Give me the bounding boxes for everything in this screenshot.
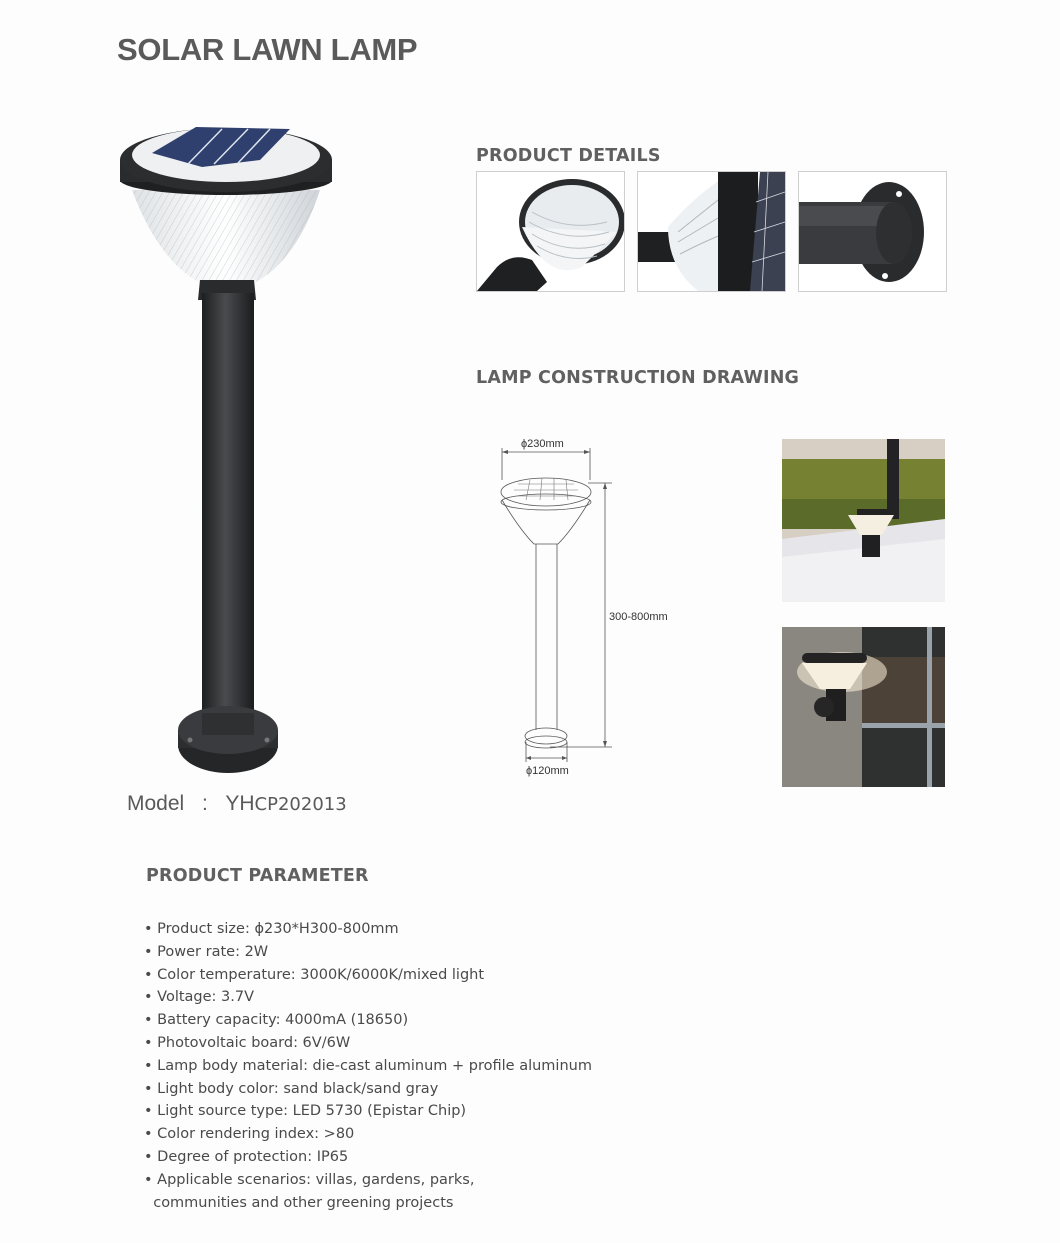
param-scenarios-continued: communities and other greening projects bbox=[153, 1194, 454, 1211]
height-range-label: 300-800mm bbox=[609, 611, 668, 623]
model-label: Model bbox=[127, 792, 185, 815]
param-color-temperature: • Color temperature: 3000K/6000K/mixed light bbox=[144, 964, 592, 987]
param-product-size: • Product size: ϕ230*H300-800mm bbox=[144, 918, 592, 941]
construction-drawing bbox=[480, 420, 700, 790]
lamp-shade-closeup-image bbox=[477, 172, 624, 291]
param-voltage: • Voltage: 3.7V bbox=[144, 986, 592, 1009]
base-flange-closeup-image bbox=[799, 172, 946, 291]
solar-lawn-lamp-illustration bbox=[110, 115, 340, 785]
lamp-dimension-drawing bbox=[480, 420, 700, 790]
base-diameter-label: ϕ120mm bbox=[526, 765, 569, 777]
wall-mounted-scene-image bbox=[782, 627, 945, 787]
construction-drawing-title: LAMP CONSTRUCTION DRAWING bbox=[476, 368, 800, 388]
model-prefix: YH bbox=[225, 792, 255, 815]
parameter-list bbox=[144, 918, 592, 1214]
model-separator: : bbox=[202, 792, 208, 815]
scene-image-wall bbox=[782, 627, 945, 787]
param-light-source: • Light source type: LED 5730 (Epistar Chip) bbox=[144, 1100, 592, 1123]
param-cri: • Color rendering index: >80 bbox=[144, 1123, 592, 1146]
param-body-color: • Light body color: sand black/sand gray bbox=[144, 1078, 592, 1101]
model-number: CP202013 bbox=[254, 794, 347, 815]
solar-panel-edge-closeup-image bbox=[638, 172, 785, 291]
product-details-title: PRODUCT DETAILS bbox=[476, 146, 661, 166]
param-scenarios: • Applicable scenarios: villas, gardens, parks, bbox=[144, 1169, 592, 1192]
product-parameter-title: PRODUCT PARAMETER bbox=[146, 866, 369, 886]
detail-image-base bbox=[798, 171, 947, 292]
page-title: SOLAR LAWN LAMP bbox=[117, 32, 418, 67]
param-battery-capacity: • Battery capacity: 4000mA (18650) bbox=[144, 1009, 592, 1032]
garden-wall-scene-image bbox=[782, 439, 945, 602]
scene-image-garden bbox=[782, 439, 945, 602]
hero-product-image bbox=[110, 115, 340, 785]
param-photovoltaic-board: • Photovoltaic board: 6V/6W bbox=[144, 1032, 592, 1055]
model-line bbox=[127, 792, 347, 816]
param-power-rate: • Power rate: 2W bbox=[144, 941, 592, 964]
param-protection: • Degree of protection: IP65 bbox=[144, 1146, 592, 1169]
param-body-material: • Lamp body material: die-cast aluminum + profile aluminum bbox=[144, 1055, 592, 1078]
top-diameter-label: ϕ230mm bbox=[521, 438, 564, 450]
detail-image-shade bbox=[476, 171, 625, 292]
detail-image-panel bbox=[637, 171, 786, 292]
